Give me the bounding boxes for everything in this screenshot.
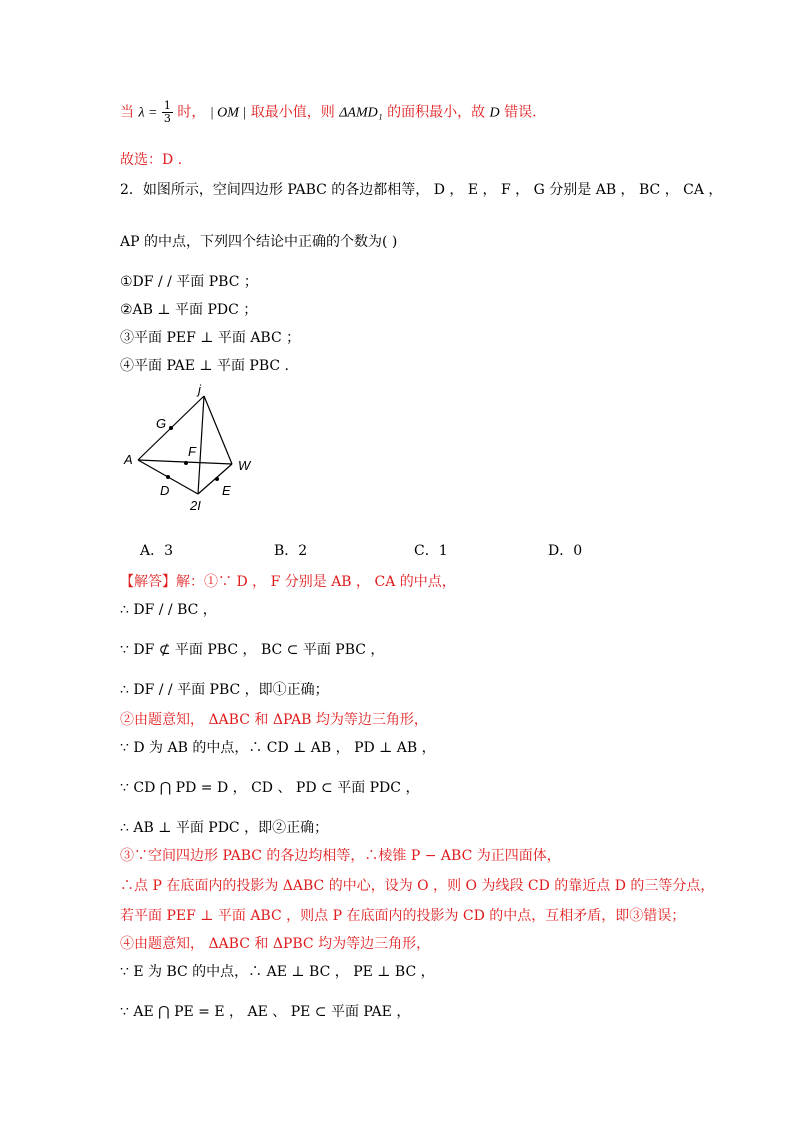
tetrahedron-figure bbox=[118, 384, 268, 514]
prev-answer: 故选：D . bbox=[120, 152, 183, 168]
solution-line-9: ③∵空间四边形 PABC 的各边均相等，∴棱锥 P − ABC 为正四面体， bbox=[120, 848, 561, 864]
label-d: D bbox=[160, 483, 170, 498]
wrong-text: 错误. bbox=[504, 104, 537, 121]
point-f bbox=[184, 461, 188, 465]
solution-line-10: ∴点 P 在底面内的投影为 ΔABC 的中心，设为 O ，则 O 为线段 CD 的靠近点 D 的三等分点， bbox=[120, 878, 715, 894]
when-suffix: 时， bbox=[177, 104, 206, 121]
point-g bbox=[169, 426, 173, 430]
label-w: W bbox=[238, 458, 251, 473]
area-text: 的面积最小，故 bbox=[387, 104, 486, 121]
question-line-1: 2．如图所示，空间四边形 PABC 的各边都相等， D ， E ， F ， G 分别是 AB ， BC ， CA ， bbox=[120, 182, 723, 198]
statement-3: ③平面 PEF ⊥ 平面 ABC ； bbox=[120, 330, 301, 346]
choice-c: C．1 bbox=[414, 543, 448, 559]
edge-pb bbox=[198, 396, 204, 494]
fraction-numerator: 1 bbox=[163, 99, 171, 112]
solution-line-14: ∵ AE ⋂ PE = E ， AE 、 PE ⊂ 平面 PAE ， bbox=[120, 1004, 411, 1020]
choice-a: A．3 bbox=[140, 543, 174, 559]
when-prefix: 当 bbox=[120, 104, 134, 121]
point-d bbox=[166, 475, 170, 479]
solution-line-1: 【解答】解：①∵ D ， F 分别是 AB ， CA 的中点， bbox=[120, 574, 456, 590]
choice-d: D．0 bbox=[548, 543, 583, 559]
label-e: E bbox=[222, 483, 231, 498]
statement-4: ④平面 PAE ⊥ 平面 PBC . bbox=[120, 358, 290, 374]
question-line-2: AP 的中点，下列四个结论中正确的个数为( ) bbox=[120, 234, 398, 250]
solution-line-3: ∵ DF ⊄ 平面 PBC ， BC ⊂ 平面 PBC ， bbox=[120, 642, 385, 658]
label-top: j bbox=[198, 384, 201, 397]
min-text: 取最小值，则 bbox=[250, 104, 335, 121]
solution-line-11: 若平面 PEF ⊥ 平面 ABC ，则点 P 在底面内的投影为 CD 的中点，互相矛盾，即③错误； bbox=[120, 908, 686, 924]
solution-line-2: ∴ DF / / BC ， bbox=[120, 602, 217, 618]
point-e bbox=[215, 477, 219, 481]
label-g: G bbox=[156, 416, 167, 431]
label-a: A bbox=[124, 452, 133, 467]
intro-line bbox=[120, 100, 537, 125]
fraction-denominator: 3 bbox=[163, 112, 171, 125]
solution-line-13: ∵ E 为 BC 的中点，∴ AE ⊥ BC ， PE ⊥ BC ， bbox=[120, 964, 435, 980]
solution-line-7: ∵ CD ⋂ PD = D ， CD 、 PD ⊂ 平面 PDC ， bbox=[120, 780, 420, 796]
statement-2: ②AB ⊥ 平面 PDC ； bbox=[120, 302, 258, 318]
choice-b: B．2 bbox=[274, 543, 308, 559]
solution-line-8: ∴ AB ⊥ 平面 PDC ，即②正确； bbox=[120, 820, 329, 836]
solution-line-6: ∵ D 为 AB 的中点，∴ CD ⊥ AB ， PD ⊥ AB ， bbox=[120, 740, 436, 756]
solution-line-12: ④由题意知， ΔABC 和 ΔPBC 均为等边三角形， bbox=[120, 936, 431, 952]
lambda-expression: λ = bbox=[138, 105, 158, 121]
solution-line-5: ②由题意知， ΔABC 和 ΔPAB 均为等边三角形， bbox=[120, 712, 428, 728]
triangle-amd1: ΔAMD₁ bbox=[339, 105, 383, 121]
solution-line-4: ∴ DF / / 平面 PBC ，即①正确； bbox=[120, 682, 329, 698]
d-letter: D bbox=[489, 105, 500, 121]
label-bottom: 2I bbox=[190, 498, 201, 513]
statement-1: ①DF / / 平面 PBC ； bbox=[120, 274, 258, 290]
label-f: F bbox=[188, 444, 196, 459]
edge-pw bbox=[204, 396, 232, 464]
fraction bbox=[162, 100, 173, 125]
om-vector: | OM | bbox=[209, 105, 247, 121]
